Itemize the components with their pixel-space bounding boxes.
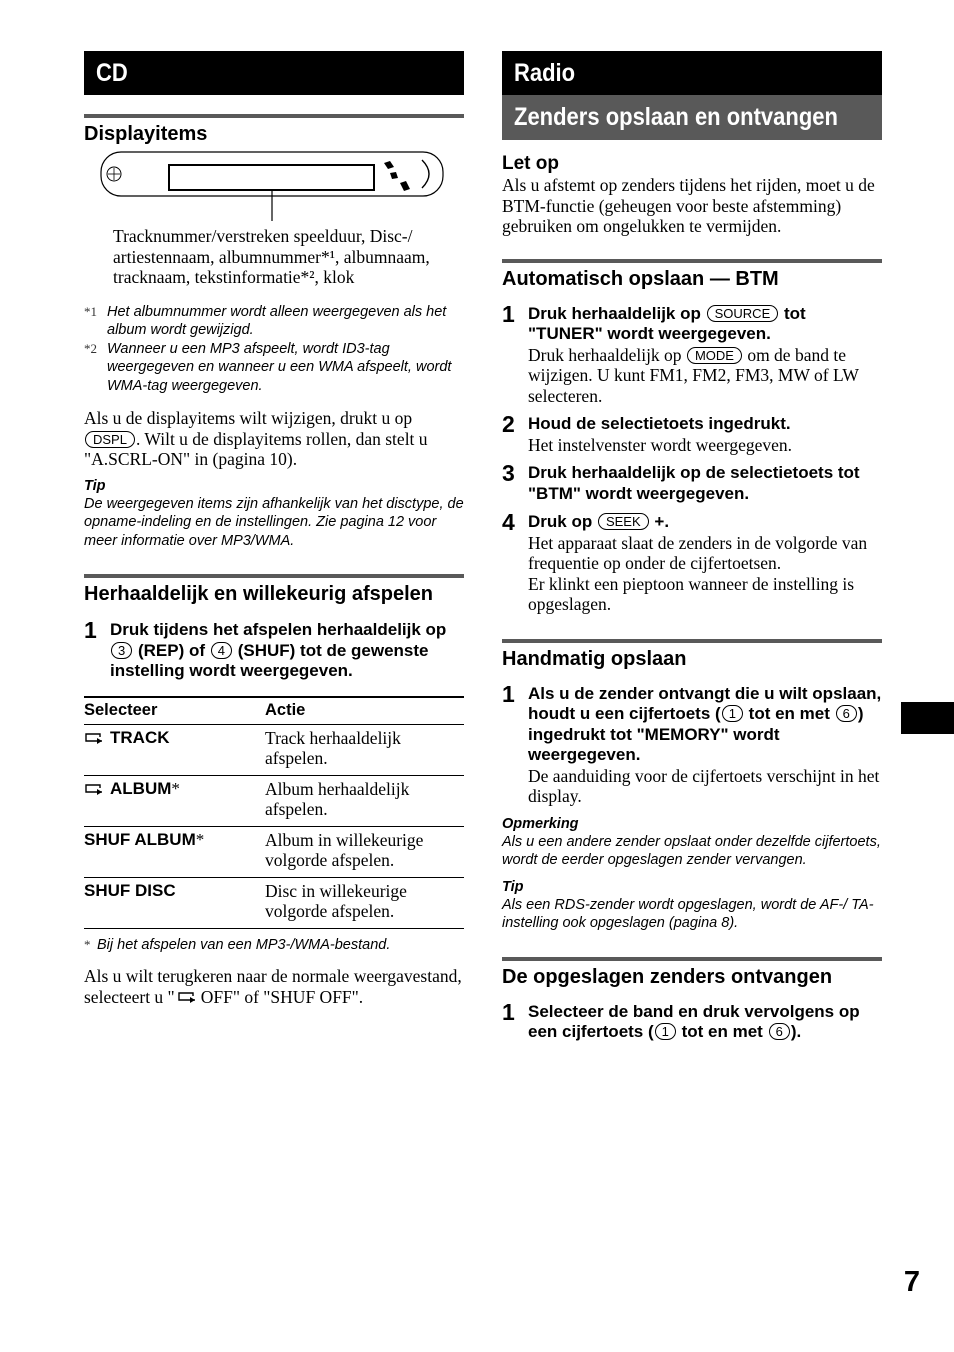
displayitems-paragraph-b: . Wilt u de displayitems rollen, dan stelt u "A.SCRL-ON" in (pagina 10).: [84, 428, 428, 469]
table-cell-action: Track herhaaldelijk afspelen.: [265, 724, 464, 775]
repeat-step-1-title: [110, 620, 464, 682]
seek-key: SEEK: [598, 513, 649, 530]
receive-step-1-b: tot en met: [681, 1022, 763, 1041]
step-number: 1: [502, 998, 515, 1025]
footnote-2: [84, 340, 464, 396]
btm-step-1-body-a: Druk herhaaldelijk op: [528, 344, 682, 365]
select-star: *: [195, 829, 205, 849]
btm-step-1-body: [528, 345, 882, 407]
repeat-icon: [177, 991, 197, 1004]
tip-heading: Tip: [502, 878, 524, 895]
repeat-table: [84, 696, 464, 929]
btm-step-3: [502, 460, 882, 504]
manual-step-1-title: [528, 684, 882, 766]
btm-step-4-body-2: Er klinkt een pieptoon wanneer de instelling is opgeslagen.: [528, 573, 855, 614]
chapter-tab: [901, 702, 954, 734]
repeat-icon: [84, 732, 104, 745]
table-footnote-mark: *: [84, 936, 91, 952]
section-subheader: [502, 95, 882, 140]
table-row: [84, 775, 464, 826]
btm-step-2: [502, 411, 882, 455]
footnote-2-mark: *2: [84, 340, 97, 356]
table-header-action: Actie: [265, 697, 464, 725]
table-cell-action: Disc in willekeurige volgorde afspelen.: [265, 877, 464, 928]
key-3: 3: [111, 642, 132, 659]
btm-step-2-body: Het instelvenster wordt weergegeven.: [528, 434, 793, 455]
table-row: [84, 724, 464, 775]
mode-key: MODE: [687, 347, 742, 364]
caution-heading: Let op: [502, 153, 559, 174]
page-number: 7: [903, 1266, 920, 1298]
table-cell-action: Album in willekeurige volgorde afspelen.: [265, 826, 464, 877]
footnote-1-mark: *1: [84, 303, 97, 319]
btm-step-4-title: [528, 512, 882, 533]
tip-heading: Tip: [84, 477, 106, 494]
note-text: Als u een andere zender opslaat onder dezelfde cijfertoets, wordt de eerder opgeslagen zender vervangen.: [502, 833, 881, 868]
tip-text: De weergegeven items zijn afhankelijk van het disctype, de opname-indeling en de instellingen. Zie pagina 12 voor meer informatie over MP3/WMA.: [84, 495, 464, 549]
manual-step-1-body: De aanduiding voor de cijfertoets verschijnt in het display.: [528, 765, 880, 806]
repeat-off-paragraph: [84, 966, 464, 1007]
left-column: [84, 51, 464, 1007]
displayitems-paragraph: [84, 408, 464, 470]
section-header-radio: [502, 51, 882, 95]
section-header-cd-text: CD: [96, 59, 128, 87]
table-footnote: [84, 936, 464, 955]
table-cell-action: Album herhaaldelijk afspelen.: [265, 775, 464, 826]
heading-receive: De opgeslagen zenders ontvangen: [502, 957, 882, 990]
repeat-step-1: [84, 617, 464, 682]
repeat-step-1-c: (SHUF) tot de gewenste instelling wordt weergegeven.: [110, 640, 429, 680]
repeat-off-paragraph-b: OFF" of "SHUF OFF".: [200, 986, 364, 1007]
footnote-1-text: Het albumnummer wordt alleen weergegeven als het album wordt gewijzigd.: [107, 303, 447, 338]
btm-step-1-title: [528, 304, 882, 345]
step-number: 4: [502, 509, 515, 535]
btm-step-1-b: tot "TUNER" wordt weergegeven.: [528, 303, 806, 343]
btm-step-4-b: +.: [654, 512, 670, 531]
table-cell-select: [84, 724, 265, 775]
right-column: [502, 51, 882, 1043]
repeat-step-1-a: Druk tijdens het afspelen herhaaldelijk op: [110, 620, 447, 639]
section-subheader-text: Zenders opslaan en ontvangen: [514, 103, 838, 131]
receive-step-1-c: ).: [790, 1022, 802, 1041]
step-number: 1: [502, 680, 515, 707]
btm-step-4-body-1: Het apparaat slaat de zenders in de volgorde van frequentie op onder de cijfertoetsen.: [528, 532, 868, 573]
manual-step-1: [502, 680, 882, 807]
table-footnote-text: Bij het afspelen van een MP3-/WMA-bestand.: [97, 936, 391, 953]
tip-text: Als een RDS-zender wordt opgeslagen, wordt de AF-/ TA-instelling ook opgeslagen (pagina 8).: [502, 896, 874, 931]
btm-step-3-title: Druk herhaaldelijk op de selectietoets tot "BTM" wordt weergegeven.: [528, 463, 860, 503]
table-header-row: [84, 697, 464, 725]
receive-step-1: [502, 998, 882, 1043]
key-1: 1: [655, 1023, 676, 1040]
step-number: 2: [502, 411, 515, 437]
btm-step-1: [502, 300, 882, 407]
caution-text: Als u afstemt op zenders tijdens het rijden, moet u de BTM-functie (geheugen voor beste afstemming) gebruiken om ongelukken te vermijden.: [502, 175, 875, 236]
btm-step-4: [502, 509, 882, 615]
table-row: [84, 826, 464, 877]
repeat-off-paragraph-a: Als u wilt terugkeren naar de normale weergavestand, selecteert u ": [84, 966, 462, 1007]
step-number: 1: [84, 617, 97, 643]
manual-step-1-c: ) ingedrukt tot "MEMORY" wordt weergegeven.: [528, 704, 864, 764]
table-cell-select: [84, 775, 265, 826]
source-key: SOURCE: [707, 305, 779, 322]
select-label: SHUF ALBUM: [84, 829, 196, 849]
manual-step-1-b: tot en met: [748, 704, 830, 723]
step-number: 3: [502, 460, 515, 486]
key-1: 1: [722, 705, 743, 722]
select-label: ALBUM: [110, 778, 172, 798]
btm-step-2-title: Houd de selectietoets ingedrukt.: [528, 414, 791, 433]
receive-step-1-a: Selecteer de band en druk vervolgens op een cijfertoets (: [528, 1001, 860, 1041]
btm-step-1-body-b: om de band te wijzigen. U kunt FM1, FM2, FM3, MW of LW selecteren.: [528, 344, 859, 406]
displayitems-paragraph-a: Als u de displayitems wilt wijzigen, drukt u op: [84, 408, 413, 428]
table-row: [84, 877, 464, 928]
manual-step-1-a: Als u de zender ontvangt die u wilt opslaan, houdt u een cijfertoets (: [528, 683, 882, 723]
table-header-select: Selecteer: [84, 697, 265, 725]
btm-step-4-a: Druk op: [528, 512, 593, 531]
repeat-icon: [84, 783, 104, 796]
heading-displayitems: Displayitems: [84, 114, 464, 147]
select-label: TRACK: [110, 727, 170, 747]
select-star: *: [171, 778, 180, 798]
receive-step-1-title: [528, 1002, 882, 1043]
step-number: 1: [502, 300, 515, 327]
repeat-step-1-b: (REP) of: [137, 640, 206, 660]
note-heading: Opmerking: [502, 815, 579, 832]
btm-step-1-a: Druk herhaaldelijk op: [528, 303, 701, 323]
dspl-key: DSPL: [85, 431, 135, 448]
footnote-2-text: Wanneer u een MP3 afspeelt, wordt ID3-tag weergegeven en wanneer u een WMA afspeelt, wordt WMA-tag weergegeven.: [107, 340, 452, 394]
display-illustration: [84, 151, 464, 233]
select-label: SHUF DISC: [84, 880, 176, 900]
heading-manual: Handmatig opslaan: [502, 639, 882, 672]
table-cell-select: [84, 877, 265, 928]
key-6: 6: [769, 1023, 790, 1040]
key-4: 4: [211, 642, 232, 659]
section-header-cd: [84, 51, 464, 95]
display-panel-icon: [84, 151, 464, 233]
section-header-radio-text: Radio: [514, 59, 576, 87]
key-6: 6: [836, 705, 857, 722]
table-cell-select: [84, 826, 265, 877]
heading-repeat: Herhaaldelijk en willekeurig afspelen: [84, 574, 464, 607]
heading-btm: Automatisch opslaan — BTM: [502, 259, 882, 292]
display-callout: Tracknummer/verstreken speelduur, Disc-/ artiestennaam, albumnummer*¹, albumnaam, tracknaam, tekstinformatie*², klok: [113, 226, 430, 287]
footnote-1: [84, 303, 464, 340]
